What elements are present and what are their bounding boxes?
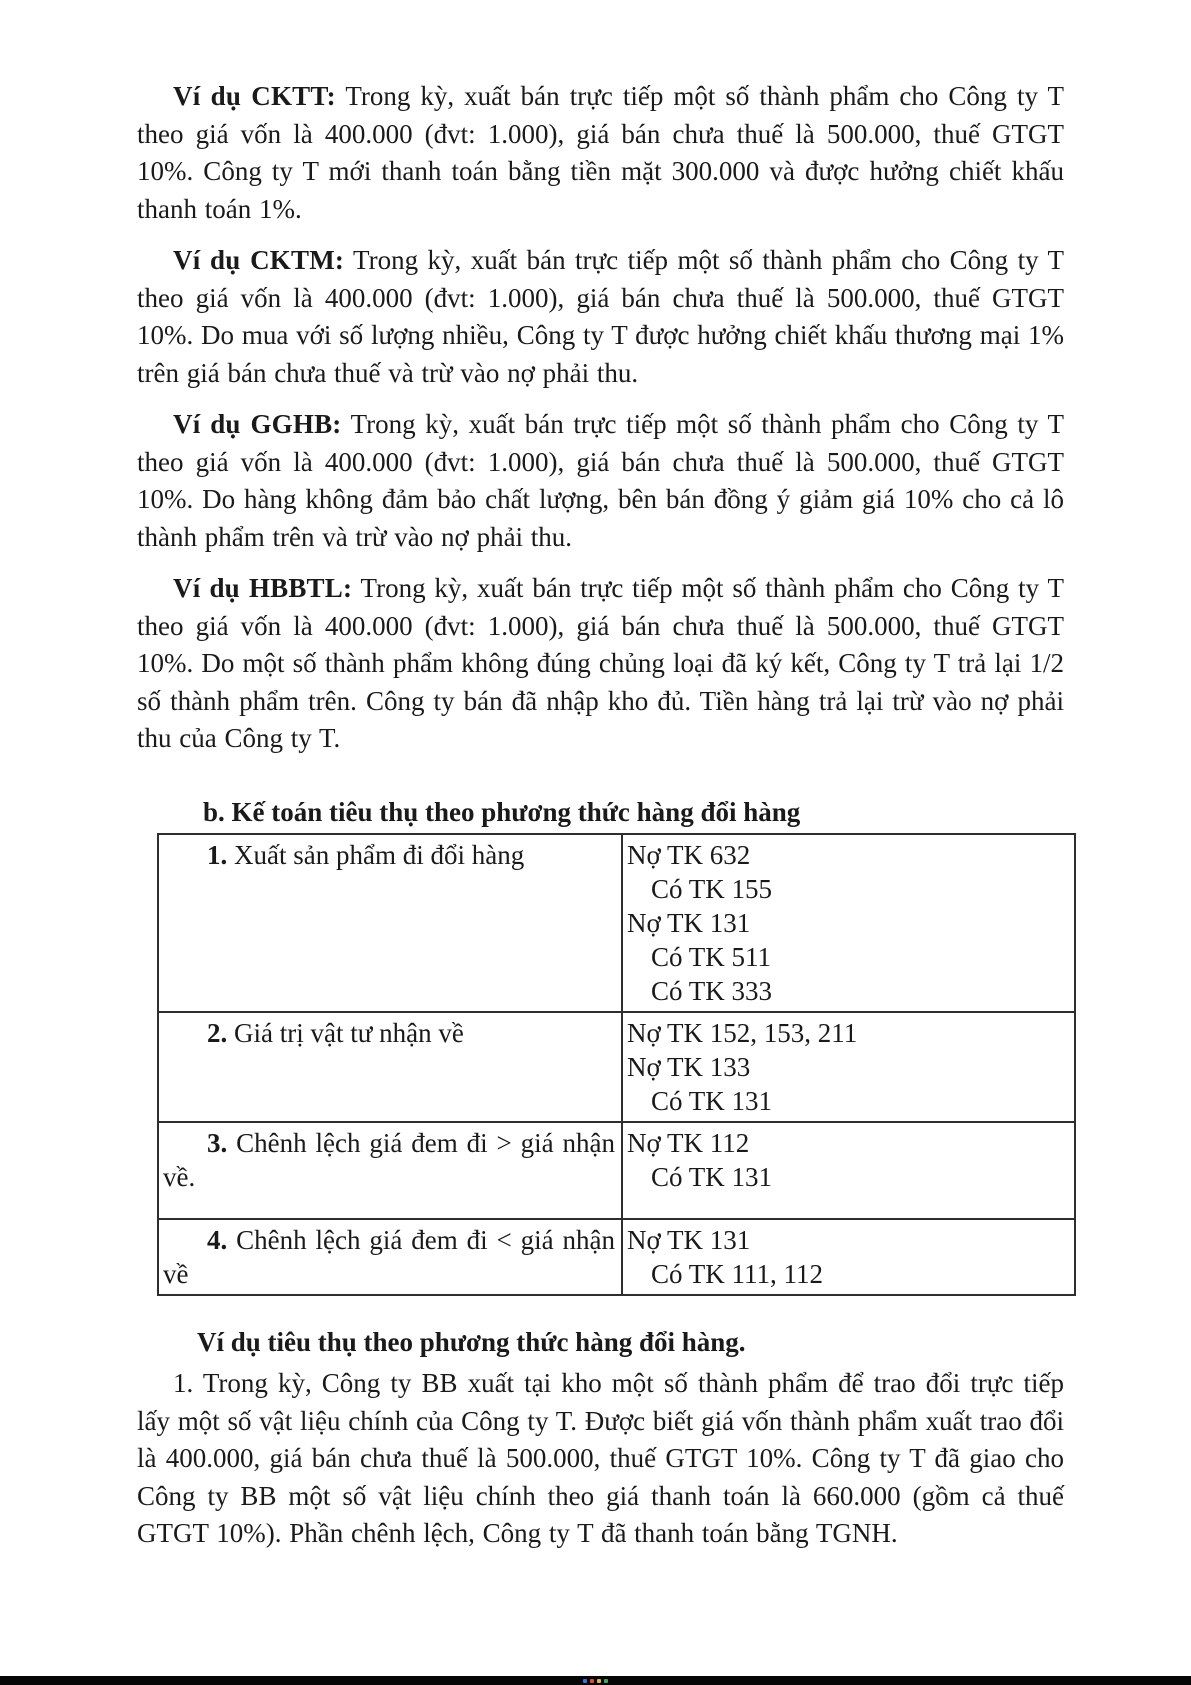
- item-cell: [158, 1219, 622, 1295]
- journal-entry-line: Có TK 111, 112: [651, 1259, 824, 1289]
- journal-entry-line: Nợ TK 112: [627, 1128, 750, 1158]
- item-label: Chênh lệch giá đem đi < giá nhận về: [163, 1225, 615, 1289]
- barter-table-section: [157, 797, 1067, 1296]
- paragraph-label: Ví dụ HBBTL:: [173, 573, 353, 603]
- barter-accounting-table: [157, 833, 1076, 1296]
- paragraph-label: Ví dụ GGHB:: [173, 409, 342, 439]
- journal-entry-line: Nợ TK 131: [627, 1225, 751, 1255]
- journal-entry-line: Nợ TK 152, 153, 211: [627, 1018, 858, 1048]
- journal-entry-line: Có TK 155: [651, 874, 773, 904]
- item-label: Chênh lệch giá đem đi > giá nhận về.: [163, 1128, 615, 1192]
- journal-entry-line: Có TK 333: [651, 976, 773, 1006]
- paragraph-label: Ví dụ CKTM:: [173, 245, 345, 275]
- journal-entry-line: Nợ TK 131: [627, 908, 751, 938]
- entries-cell: [622, 1219, 1075, 1295]
- item-label: Xuất sản phẩm đi đổi hàng: [234, 840, 525, 870]
- dot-blue: [583, 1679, 587, 1683]
- journal-entry-line: Nợ TK 133: [627, 1052, 751, 1082]
- item-cell: [158, 834, 622, 1012]
- entries-cell: [622, 1012, 1075, 1122]
- entries-cell: [622, 1122, 1075, 1219]
- item-number: 4.: [207, 1225, 228, 1255]
- paragraph-body: Trong kỳ, xuất bán trực tiếp một số thành phẩm cho Công ty T theo giá vốn là 400.000 (đvt: 1.000), giá bán chưa thuế là 500.000, thuế GTGT 10%. Công ty T mới thanh toán bằng tiền mặt 300.000 và được hưởng chiết khấu thanh toán 1%.: [137, 81, 1064, 224]
- table-row: [158, 1122, 1075, 1219]
- paragraph-hbbtl: [137, 570, 1064, 758]
- section-heading-barter-table: b. Kế toán tiêu thụ theo phương thức hàng đổi hàng: [203, 797, 801, 827]
- item-number: 3.: [207, 1128, 228, 1158]
- bottom-bar-favicon-dots: [583, 1679, 608, 1683]
- entries-cell: [622, 834, 1075, 1012]
- item-label: Giá trị vật tư nhận về: [234, 1018, 464, 1048]
- item-number: 2.: [207, 1018, 228, 1048]
- barter-example-paragraph: 1. Trong kỳ, Công ty BB xuất tại kho một số thành phẩm để trao đổi trực tiếp lấy một số vật liệu chính của Công ty T. Được biết giá vốn thành phẩm xuất trao đổi là 400.000, giá bán chưa thuế là 500.000, thuế GTGT 10%. Công ty T đã giao cho Công ty BB một số vật liệu chính theo giá thanh toán là 660.000 (gồm cả thuế GTGT 10%). Phần chênh lệch, Công ty T đã thanh toán bằng TGNH.: [137, 1368, 1064, 1548]
- paragraph-label: Ví dụ CKTT:: [173, 81, 336, 111]
- examples-block: [137, 78, 1064, 772]
- journal-entry-line: Có TK 131: [651, 1086, 773, 1116]
- item-number: 1.: [207, 840, 228, 870]
- paragraph-cktt: [137, 78, 1064, 228]
- table-row: [158, 1219, 1075, 1295]
- barter-example-section: [137, 1327, 1064, 1553]
- paragraph-body: Trong kỳ, xuất bán trực tiếp một số thành phẩm cho Công ty T theo giá vốn là 400.000 (đvt: 1.000), giá bán chưa thuế là 500.000, thuế GTGT 10%. Do mua với số lượng nhiều, Công ty T được hưởng chiết khấu thương mại 1% trên giá bán chưa thuế và trừ vào nợ phải thu.: [137, 245, 1065, 388]
- item-cell: [158, 1012, 622, 1122]
- dot-green: [604, 1679, 608, 1683]
- paragraph-gghb: [137, 406, 1064, 556]
- table-row: [158, 1012, 1075, 1122]
- journal-entry-line: Có TK 131: [651, 1162, 773, 1192]
- bottom-edge-bar: [0, 1676, 1191, 1685]
- barter-example-heading: Ví dụ tiêu thụ theo phương thức hàng đổi hàng.: [197, 1327, 746, 1357]
- table-row: [158, 834, 1075, 1012]
- journal-entry-line: Nợ TK 632: [627, 840, 751, 870]
- journal-entry-line: Có TK 511: [651, 942, 772, 972]
- dot-yellow: [597, 1679, 601, 1683]
- item-cell: [158, 1122, 622, 1219]
- paragraph-body: Trong kỳ, xuất bán trực tiếp một số thành phẩm cho Công ty T theo giá vốn là 400.000 (đvt: 1.000), giá bán chưa thuế là 500.000, thuế GTGT 10%. Do một số thành phẩm không đúng chủng loại đã ký kết, Công ty T trả lại 1/2 số thành phẩm trên. Công ty bán đã nhập kho đủ. Tiền hàng trả lại trừ vào nợ phải thu của Công ty T.: [137, 573, 1064, 753]
- paragraph-body: Trong kỳ, xuất bán trực tiếp một số thành phẩm cho Công ty T theo giá vốn là 400.000 (đvt: 1.000), giá bán chưa thuế là 500.000, thuế GTGT 10%. Do hàng không đảm bảo chất lượng, bên bán đồng ý giảm giá 10% cho cả lô thành phẩm trên và trừ vào nợ phải thu.: [137, 409, 1064, 552]
- paragraph-cktm: [137, 242, 1064, 392]
- dot-red: [590, 1679, 594, 1683]
